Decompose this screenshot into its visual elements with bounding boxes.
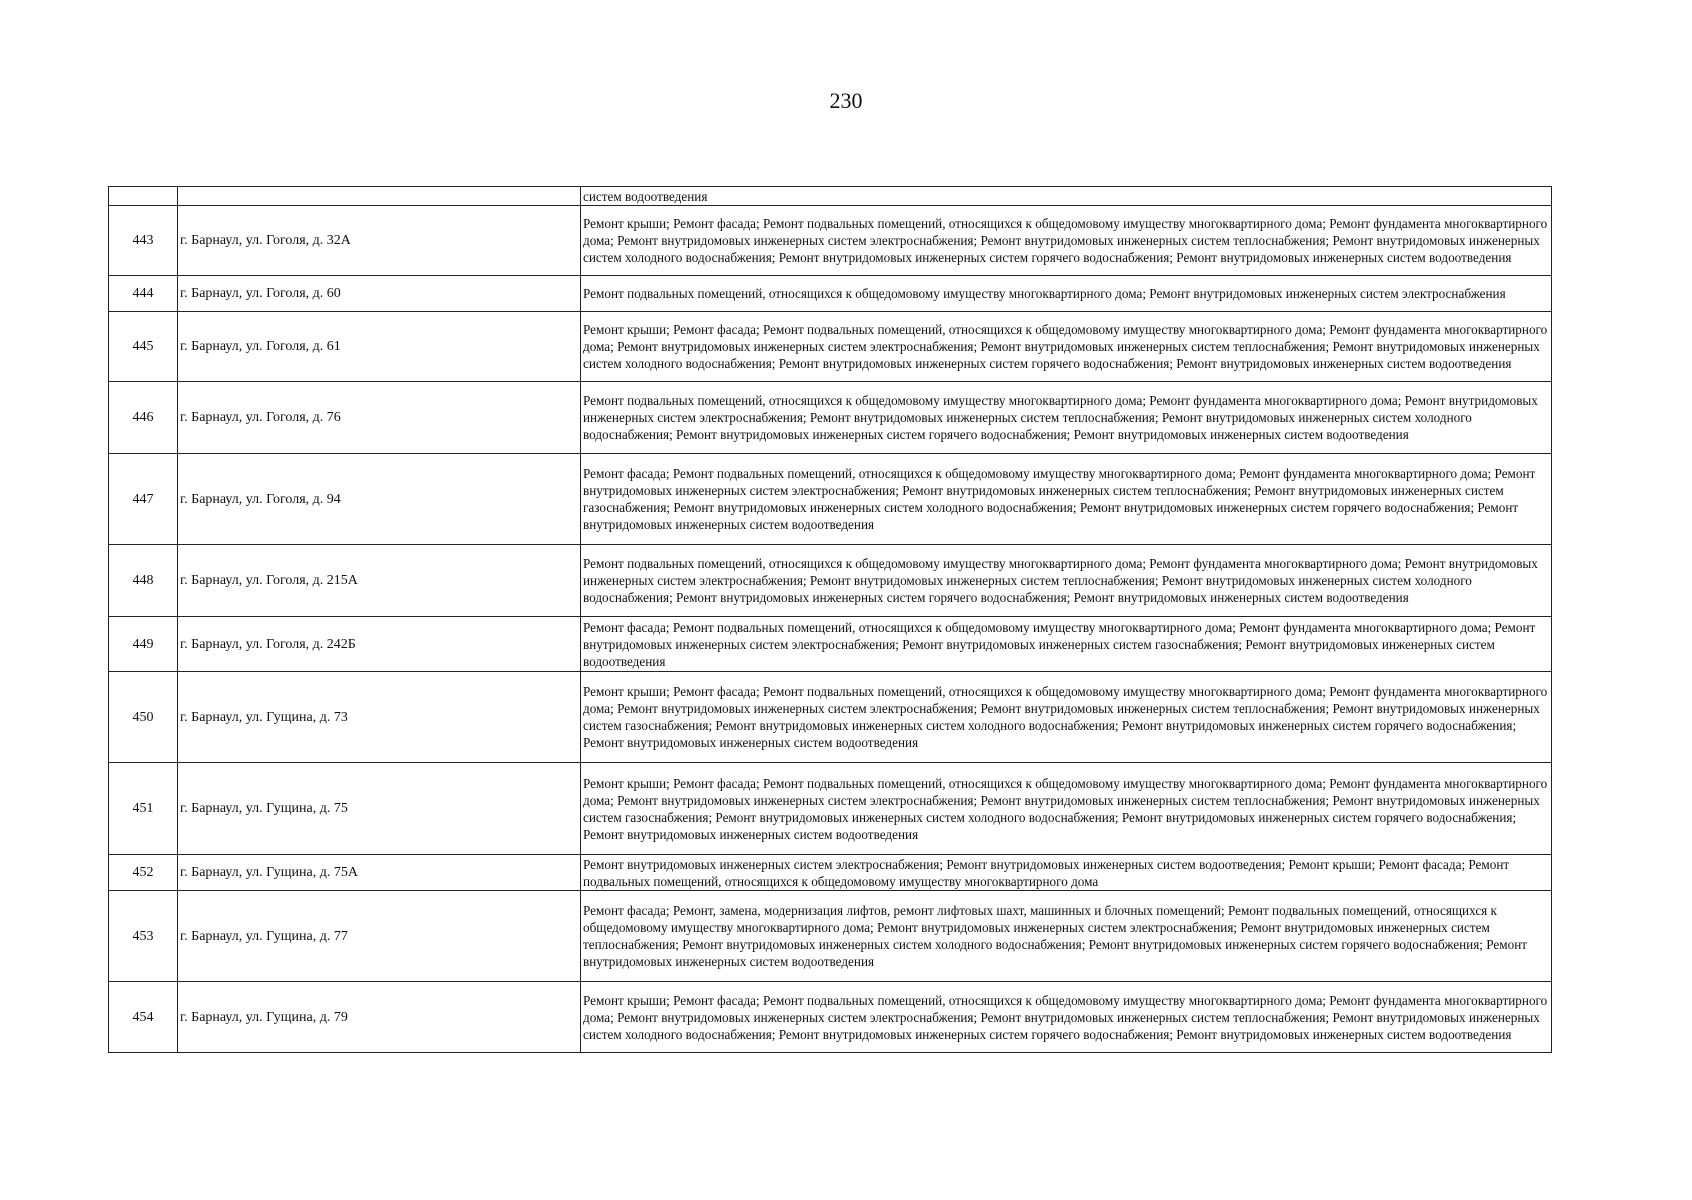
address-cell — [178, 187, 581, 206]
address-cell: г. Барнаул, ул. Гоголя, д. 94 — [178, 454, 581, 545]
table-row — [109, 545, 1552, 617]
table-row — [109, 891, 1552, 982]
row-number-cell: 449 — [109, 617, 178, 672]
row-number-cell: 450 — [109, 672, 178, 763]
works-cell — [581, 187, 1552, 206]
address-cell: г. Барнаул, ул. Гоголя, д. 76 — [178, 382, 581, 454]
works-cell — [581, 982, 1552, 1053]
row-number-cell: 444 — [109, 276, 178, 312]
row-number-cell: 448 — [109, 545, 178, 617]
works-cell — [581, 891, 1552, 982]
works-text: Ремонт крыши; Ремонт фасада; Ремонт подвальных помещений, относящихся к общедомовому имуществу многоквартирного дома; Ремонт фундамента многоквартирного дома; Ремонт внутридомовых инженерных систем электроснабжения; Ремонт внутридомовых инженерных систем теплоснабжения; Ремонт внутридомовых инженерных систем газоснабжения; Ремонт внутридомовых инженерных систем холодного водоснабжения; Ремонт внутридомовых инженерных систем горячего водоснабжения; Ремонт внутридомовых инженерных систем водоотведения — [583, 684, 1548, 750]
table-row — [109, 763, 1552, 855]
works-text: Ремонт крыши; Ремонт фасада; Ремонт подвальных помещений, относящихся к общедомовому имуществу многоквартирного дома; Ремонт фундамента многоквартирного дома; Ремонт внутридомовых инженерных систем электроснабжения; Ремонт внутридомовых инженерных систем теплоснабжения; Ремонт внутридомовых инженерных систем газоснабжения; Ремонт внутридомовых инженерных систем холодного водоснабжения; Ремонт внутридомовых инженерных систем горячего водоснабжения; Ремонт внутридомовых инженерных систем водоотведения — [583, 775, 1548, 842]
works-text: Ремонт крыши; Ремонт фасада; Ремонт подвальных помещений, относящихся к общедомовому имуществу многоквартирного дома; Ремонт фундамента многоквартирного дома; Ремонт внутридомовых инженерных систем электроснабжения; Ремонт внутридомовых инженерных систем теплоснабжения; Ремонт внутридомовых инженерных систем холодного водоснабжения; Ремонт внутридомовых инженерных систем горячего водоснабжения; Ремонт внутридомовых инженерных систем водоотведения — [583, 216, 1548, 265]
page-number: 230 — [829, 88, 863, 113]
table-row — [109, 276, 1552, 312]
address-cell: г. Барнаул, ул. Гоголя, д. 215А — [178, 545, 581, 617]
works-text: Ремонт фасада; Ремонт, замена, модернизация лифтов, ремонт лифтовых шахт, машинных и блочных помещений; Ремонт подвальных помещений, относящихся к общедомовому имуществу многоквартирного дома; Ремонт внутридомовых инженерных систем электроснабжения; Ремонт внутридомовых инженерных систем теплоснабжения; Ремонт внутридомовых инженерных систем холодного водоснабжения; Ремонт внутридомовых инженерных систем горячего водоснабжения; Ремонт внутридомовых инженерных систем водоотведения — [583, 903, 1528, 969]
works-text: Ремонт внутридомовых инженерных систем электроснабжения; Ремонт внутридомовых инженерных систем водоотведения; Ремонт крыши; Ремонт фасада; Ремонт подвальных помещений, относящихся к общедомовому имуществу многоквартирного дома — [583, 856, 1510, 889]
works-text: Ремонт подвальных помещений, относящихся к общедомовому имуществу многоквартирного дома; Ремонт фундамента многоквартирного дома; Ремонт внутридомовых инженерных систем электроснабжения; Ремонт внутридомовых инженерных систем теплоснабжения; Ремонт внутридомовых инженерных систем холодного водоснабжения; Ремонт внутридомовых инженерных систем горячего водоснабжения; Ремонт внутридомовых инженерных систем водоотведения — [583, 556, 1538, 605]
works-cell — [581, 672, 1552, 763]
row-number-cell: 445 — [109, 312, 178, 382]
works-text: Ремонт фасада; Ремонт подвальных помещений, относящихся к общедомовому имуществу многоквартирного дома; Ремонт фундамента многоквартирного дома; Ремонт внутридомовых инженерных систем электроснабжения; Ремонт внутридомовых инженерных систем теплоснабжения; Ремонт внутридомовых инженерных систем газоснабжения; Ремонт внутридомовых инженерных систем холодного водоснабжения; Ремонт внутридомовых инженерных систем горячего водоснабжения; Ремонт внутридомовых инженерных систем водоотведения — [583, 466, 1536, 532]
works-cell — [581, 855, 1552, 891]
address-cell: г. Барнаул, ул. Гоголя, д. 61 — [178, 312, 581, 382]
table-row — [109, 617, 1552, 672]
works-cell — [581, 454, 1552, 545]
row-number-cell: 443 — [109, 206, 178, 276]
row-number-cell: 453 — [109, 891, 178, 982]
works-text: Ремонт подвальных помещений, относящихся к общедомовому имуществу многоквартирного дома; Ремонт фундамента многоквартирного дома; Ремонт внутридомовых инженерных систем электроснабжения; Ремонт внутридомовых инженерных систем теплоснабжения; Ремонт внутридомовых инженерных систем холодного водоснабжения; Ремонт внутридомовых инженерных систем горячего водоснабжения; Ремонт внутридомовых инженерных систем водоотведения — [583, 393, 1538, 442]
address-cell: г. Барнаул, ул. Гущина, д. 75А — [178, 855, 581, 891]
works-cell — [581, 382, 1552, 454]
works-cell — [581, 763, 1552, 855]
works-text: Ремонт крыши; Ремонт фасада; Ремонт подвальных помещений, относящихся к общедомовому имуществу многоквартирного дома; Ремонт фундамента многоквартирного дома; Ремонт внутридомовых инженерных систем электроснабжения; Ремонт внутридомовых инженерных систем теплоснабжения; Ремонт внутридомовых инженерных систем холодного водоснабжения; Ремонт внутридомовых инженерных систем горячего водоснабжения; Ремонт внутридомовых инженерных систем водоотведения — [583, 992, 1548, 1042]
table-row-continuation — [109, 187, 1552, 206]
row-number-cell — [109, 187, 178, 206]
works-text: Ремонт подвальных помещений, относящихся к общедомовому имуществу многоквартирного дома; Ремонт внутридомовых инженерных систем электроснабжения — [583, 286, 1506, 301]
table-row — [109, 454, 1552, 545]
works-text: Ремонт крыши; Ремонт фасада; Ремонт подвальных помещений, относящихся к общедомовому имуществу многоквартирного дома; Ремонт фундамента многоквартирного дома; Ремонт внутридомовых инженерных систем электроснабжения; Ремонт внутридомовых инженерных систем теплоснабжения; Ремонт внутридомовых инженерных систем холодного водоснабжения; Ремонт внутридомовых инженерных систем горячего водоснабжения; Ремонт внутридомовых инженерных систем водоотведения — [583, 322, 1548, 371]
table-row — [109, 855, 1552, 891]
table-row — [109, 672, 1552, 763]
address-cell: г. Барнаул, ул. Гущина, д. 79 — [178, 982, 581, 1053]
works-cell — [581, 617, 1552, 672]
address-cell: г. Барнаул, ул. Гоголя, д. 242Б — [178, 617, 581, 672]
works-table-wrapper — [108, 186, 1548, 1053]
row-number-cell: 452 — [109, 855, 178, 891]
works-table — [108, 186, 1552, 1053]
address-cell: г. Барнаул, ул. Гущина, д. 77 — [178, 891, 581, 982]
row-number-cell: 454 — [109, 982, 178, 1053]
works-text: систем водоотведения — [583, 188, 708, 204]
address-cell: г. Барнаул, ул. Гущина, д. 73 — [178, 672, 581, 763]
address-cell: г. Барнаул, ул. Гоголя, д. 60 — [178, 276, 581, 312]
table-row — [109, 382, 1552, 454]
row-number-cell: 447 — [109, 454, 178, 545]
table-row — [109, 206, 1552, 276]
works-cell — [581, 545, 1552, 617]
table-row — [109, 312, 1552, 382]
row-number-cell: 451 — [109, 763, 178, 855]
works-text: Ремонт фасада; Ремонт подвальных помещений, относящихся к общедомовому имуществу многоквартирного дома; Ремонт фундамента многоквартирного дома; Ремонт внутридомовых инженерных систем электроснабжения; Ремонт внутридомовых инженерных систем газоснабжения; Ремонт внутридомовых инженерных систем водоотведения — [583, 619, 1536, 669]
address-cell: г. Барнаул, ул. Гущина, д. 75 — [178, 763, 581, 855]
works-cell — [581, 276, 1552, 312]
works-cell — [581, 312, 1552, 382]
works-cell — [581, 206, 1552, 276]
table-row — [109, 982, 1552, 1053]
row-number-cell: 446 — [109, 382, 178, 454]
address-cell: г. Барнаул, ул. Гоголя, д. 32А — [178, 206, 581, 276]
